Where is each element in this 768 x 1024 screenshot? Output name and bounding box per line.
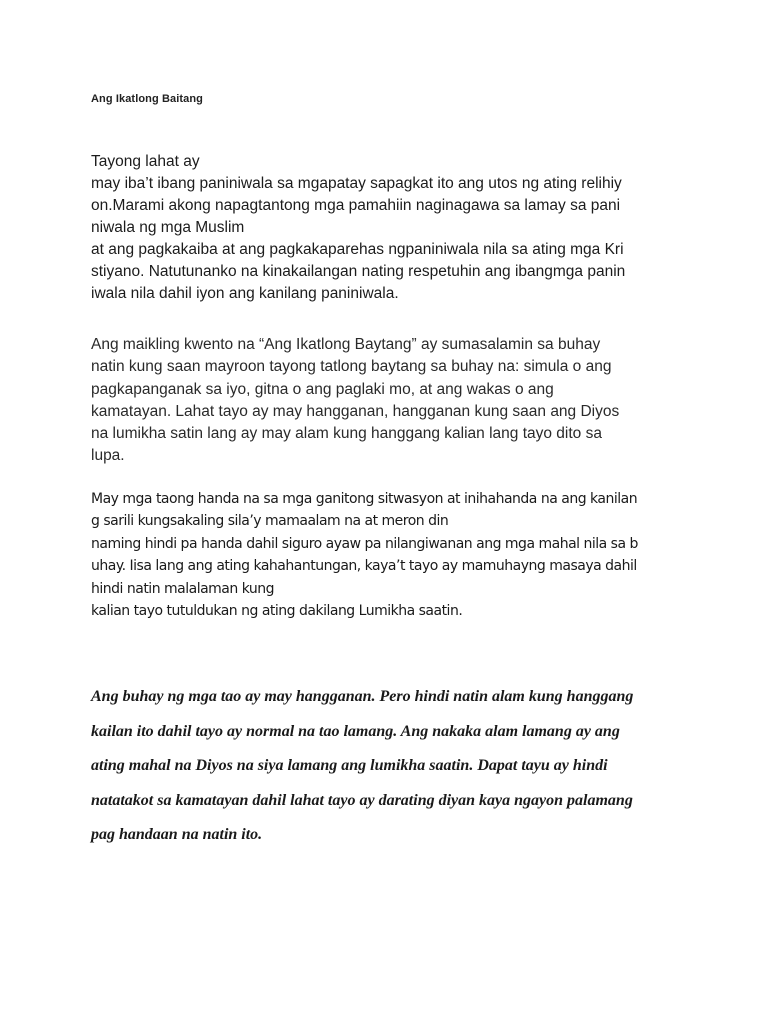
paragraph-line: on.Marami akong napagtantong mga pamahiin naginagawa sa lamay sa pani xyxy=(91,197,621,214)
paragraph-line: Ang maikling kwento na “Ang Ikatlong Baytang” ay sumasalamin sa buhay xyxy=(91,336,601,353)
paragraph-line: kailan ito dahil tayo ay normal na tao lamang. Ang nakaka alam lamang ay ang xyxy=(91,722,620,740)
paragraph-line: g sarili kungsakaling sila’y mamaalam na at meron din xyxy=(91,513,449,530)
paragraph-line: kalian tayo tutuldukan ng ating dakilang Lumikha saatin. xyxy=(91,603,463,620)
paragraph-1 xyxy=(91,151,711,305)
paragraph-line: kamatayan. Lahat tayo ay may hangganan, hangganan kung saan ang Diyos xyxy=(91,402,620,420)
paragraph-line: uhay. Iisa lang ang ating kahahantungan, kaya’t tayo ay mamuhayng masaya dahil xyxy=(91,558,637,575)
paragraph-line: lupa. xyxy=(91,447,125,465)
paragraph-2 xyxy=(91,334,711,468)
paragraph-4 xyxy=(91,680,711,853)
paragraph-line: pag handaan na natin ito. xyxy=(91,826,263,843)
paragraph-3 xyxy=(91,488,711,622)
paragraph-line: May mga taong handa na sa mga ganitong sitwasyon at inihahanda na ang kanilan xyxy=(91,491,638,507)
paragraph-line: natatakot sa kamatayan dahil lahat tayo ay darating diyan kaya ngayon palamang xyxy=(91,791,633,809)
paragraph-line: stiyano. Natutunanko na kinakailangan nating respetuhin ang ibangmga panin xyxy=(91,263,626,280)
paragraph-line: natin kung saan mayroon tayong tatlong baytang sa buhay na: simula o ang xyxy=(91,358,612,376)
paragraph-line: iwala nila dahil iyon ang kanilang paniniwala. xyxy=(91,285,399,302)
paragraph-line: na lumikha satin lang ay may alam kung hanggang kalian lang tayo dito sa xyxy=(91,425,602,443)
paragraph-line: pagkapanganak sa iyo, gitna o ang paglaki mo, at ang wakas o ang xyxy=(91,380,554,398)
paragraph-line: Ang buhay ng mga tao ay may hangganan. Pero hindi natin alam kung hanggang xyxy=(91,688,634,705)
paragraph-line: at ang pagkakaiba at ang pagkakaparehas ngpaniniwala nila sa ating mga Kri xyxy=(91,241,624,258)
paragraph-line: niwala ng mga Muslim xyxy=(91,219,245,236)
document-title: Ang Ikatlong Baitang xyxy=(91,93,203,105)
paragraph-line: ating mahal na Diyos na siya lamang ang lumikha saatin. Dapat tayu ay hindi xyxy=(91,757,608,774)
paragraph-line: may iba’t ibang paniniwala sa mgapatay sapagkat ito ang utos ng ating relihiy xyxy=(91,175,622,192)
paragraph-line: naming hindi pa handa dahil siguro ayaw pa nilangiwanan ang mga mahal nila sa b xyxy=(91,535,638,552)
paragraph-line: Tayong lahat ay xyxy=(91,153,200,170)
paragraph-line: hindi natin malalaman kung xyxy=(91,580,275,597)
